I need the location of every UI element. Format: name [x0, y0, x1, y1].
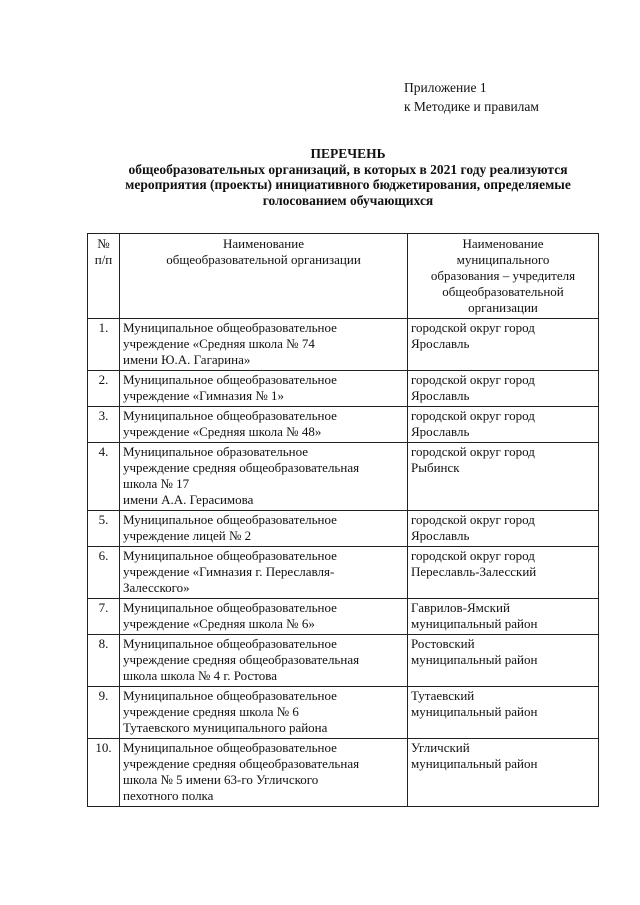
- header-text: общеобразовательной: [442, 284, 564, 299]
- header-organization: [120, 234, 408, 319]
- founder-name: [408, 511, 599, 547]
- founder-name-line: муниципальный район: [411, 704, 538, 719]
- title-line-2: мероприятия (проекты) инициативного бюджетирования, определяемые: [125, 177, 571, 192]
- founder-name: [408, 407, 599, 443]
- organization-name: [120, 511, 408, 547]
- appendix-line-2: к Методике и правилам: [404, 99, 539, 114]
- title-line-1: общеобразовательных организаций, в которых в 2021 году реализуются: [128, 161, 568, 177]
- organization-name: [120, 547, 408, 599]
- table-row: [88, 635, 599, 687]
- table-header-row: [88, 234, 599, 319]
- organization-name: [120, 739, 408, 807]
- organization-name-line: учреждение средняя школа № 6: [123, 704, 299, 719]
- founder-name-line: муниципальный район: [411, 756, 538, 771]
- title-line-3: голосованием обучающихся: [262, 192, 434, 208]
- organization-name: [120, 407, 408, 443]
- organization-name-line: Муниципальное общеобразовательное: [123, 636, 337, 651]
- founder-name-line: муниципальный район: [411, 652, 538, 667]
- organization-name: [120, 371, 408, 407]
- row-number: 6.: [88, 547, 120, 599]
- organization-name-line: Тутаевского муниципального района: [123, 720, 328, 735]
- founder-name: [408, 547, 599, 599]
- table-row: [88, 319, 599, 371]
- founder-name-line: Гаврилов-Ямский: [411, 600, 510, 615]
- table-row: [88, 443, 599, 511]
- organization-name-line: имени Ю.А. Гагарина»: [123, 352, 251, 367]
- founder-name-line: Ярославль: [411, 336, 470, 351]
- row-number: 7.: [88, 599, 120, 635]
- organization-name-line: учреждение «Средняя школа № 6»: [123, 616, 315, 631]
- organization-name: [120, 443, 408, 511]
- founder-name: [408, 635, 599, 687]
- organization-name-line: пехотного полка: [123, 788, 214, 803]
- row-number: 1.: [88, 319, 120, 371]
- title-heading: ПЕРЕЧЕНЬ: [310, 146, 386, 161]
- organization-name-line: Муниципальное общеобразовательное: [123, 320, 337, 335]
- founder-name-line: городской округ город: [411, 444, 535, 459]
- organization-name-line: Муниципальное общеобразовательное: [123, 548, 337, 563]
- organization-name-line: школа школа № 4 г. Ростова: [123, 668, 278, 683]
- header-text: Наименование: [223, 236, 304, 251]
- organization-name-line: Муниципальное образовательное: [123, 444, 309, 459]
- founder-name-line: городской округ город: [411, 512, 535, 527]
- organization-name-line: учреждение «Средняя школа № 48»: [123, 424, 322, 439]
- table-row: [88, 511, 599, 547]
- header-text: муниципального: [456, 252, 550, 267]
- organization-name-line: Залесского»: [123, 580, 190, 595]
- appendix-line-1: Приложение 1: [404, 80, 487, 95]
- founder-name-line: Ростовский: [411, 636, 475, 651]
- header-text: №: [97, 236, 110, 251]
- founder-name-line: городской округ город: [411, 320, 535, 335]
- founder-name-line: Ярославль: [411, 424, 470, 439]
- organization-name-line: Муниципальное общеобразовательное: [123, 512, 337, 527]
- founder-name-line: городской округ город: [411, 408, 535, 423]
- founder-name: [408, 371, 599, 407]
- organization-name-line: учреждение «Гимназия г. Переславля-: [123, 564, 335, 579]
- table-row: [88, 547, 599, 599]
- organization-name: [120, 635, 408, 687]
- organization-name-line: учреждение средняя общеобразовательная: [123, 460, 360, 475]
- organization-name-line: школа № 5 имени 63-го Угличского: [123, 772, 319, 787]
- founder-name-line: Угличский: [411, 740, 470, 755]
- founder-name: [408, 319, 599, 371]
- founder-name-line: Ярославль: [411, 388, 470, 403]
- appendix-note: [404, 78, 539, 116]
- organization-name-line: учреждение «Средняя школа № 74: [123, 336, 315, 351]
- row-number: 5.: [88, 511, 120, 547]
- founder-name-line: городской округ город: [411, 372, 535, 387]
- organization-name: [120, 599, 408, 635]
- founder-name-line: Рыбинск: [411, 460, 460, 475]
- organization-name-line: Муниципальное общеобразовательное: [123, 600, 337, 615]
- founder-name-line: городской округ город: [411, 548, 535, 563]
- table-row: [88, 687, 599, 739]
- founder-name: [408, 599, 599, 635]
- organization-name-line: Муниципальное общеобразовательное: [123, 372, 337, 387]
- table-row: [88, 599, 599, 635]
- founder-name-line: Переславль-Залесский: [411, 564, 537, 579]
- header-text: п/п: [94, 252, 113, 267]
- organization-name-line: учреждение средняя общеобразовательная: [123, 652, 360, 667]
- organization-name-line: учреждение «Гимназия № 1»: [123, 388, 285, 403]
- document-title: [80, 146, 616, 208]
- founder-name-line: Тутаевский: [411, 688, 475, 703]
- founder-name-line: муниципальный район: [411, 616, 538, 631]
- organization-name: [120, 319, 408, 371]
- header-text: Наименование: [462, 236, 544, 251]
- row-number: 10.: [88, 739, 120, 807]
- organizations-table: [87, 233, 599, 807]
- row-number: 4.: [88, 443, 120, 511]
- organization-name-line: учреждение лицей № 2: [123, 528, 252, 543]
- organization-name-line: школа № 17: [123, 476, 190, 491]
- row-number: 8.: [88, 635, 120, 687]
- row-number: 9.: [88, 687, 120, 739]
- organization-name-line: Муниципальное общеобразовательное: [123, 688, 337, 703]
- header-founder: [408, 234, 599, 319]
- founder-name: [408, 443, 599, 511]
- header-text: образования – учредителя: [430, 268, 576, 283]
- founder-name-line: Ярославль: [411, 528, 470, 543]
- organization-name-line: имени А.А. Герасимова: [123, 492, 254, 507]
- row-number: 3.: [88, 407, 120, 443]
- header-text: общеобразовательной организации: [166, 252, 361, 267]
- founder-name: [408, 739, 599, 807]
- table-body: [88, 319, 599, 807]
- founder-name: [408, 687, 599, 739]
- table-row: [88, 739, 599, 807]
- table-row: [88, 371, 599, 407]
- header-text: организации: [468, 300, 538, 315]
- organization-name-line: учреждение средняя общеобразовательная: [123, 756, 360, 771]
- organization-name: [120, 687, 408, 739]
- organization-name-line: Муниципальное общеобразовательное: [123, 740, 337, 755]
- table-row: [88, 407, 599, 443]
- row-number: 2.: [88, 371, 120, 407]
- header-number: [88, 234, 120, 319]
- organization-name-line: Муниципальное общеобразовательное: [123, 408, 337, 423]
